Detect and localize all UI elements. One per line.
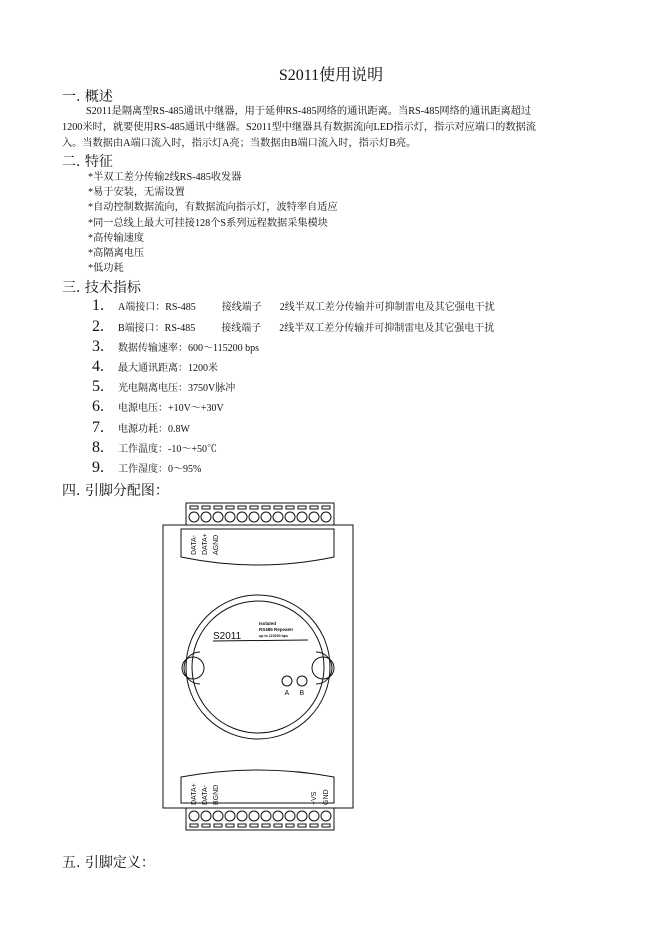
pin-label-top: DATA+ [202, 533, 209, 555]
spec-text: 光电隔离电压：3750V脉冲 [118, 383, 236, 394]
bottom-terminal-block [186, 808, 334, 830]
spec-description: 2线半双工差分传输并可抑制雷电及其它强电干扰 [279, 323, 495, 334]
spec-text: 数据传输速率：600～115200 bps [118, 343, 260, 354]
spec-item [92, 358, 218, 376]
spec-number: 5. [92, 378, 104, 395]
feature-item: *高隔离电压 [88, 248, 145, 260]
pin-label-bottom: DATA- [202, 785, 209, 805]
section-heading-pin-definition: 五. 引脚定义： [62, 855, 155, 871]
spec-number: 3. [92, 338, 104, 355]
overview-line-1: S2011是隔离型RS-485通讯中继器，用于延伸RS-485网络的通讯距离。当RS-485网络的通讯距离超过 [86, 106, 532, 117]
pin-label-top: DATA- [191, 535, 198, 555]
pin-label-bottom: DATA+ [191, 783, 198, 805]
product-line: RS485 Repeater [259, 627, 294, 632]
spec-number: 1. [92, 297, 104, 314]
feature-item: *低功耗 [88, 263, 124, 275]
document-title: S2011使用说明 [278, 67, 384, 84]
pin-label-bottom: GND [323, 789, 330, 805]
led-b-label: B [299, 690, 305, 697]
spec-text: A端接口：RS-485 [118, 302, 196, 313]
spec-item [92, 297, 495, 315]
feature-item: *易于安装，无需设置 [88, 187, 185, 199]
spec-text: 电源功耗：0.8W [118, 424, 190, 435]
spec-item [92, 419, 190, 437]
spec-number: 7. [92, 419, 104, 436]
spec-connector: 接线端子 [221, 302, 262, 313]
section-heading-specs: 三. 技术指标 [62, 280, 141, 296]
spec-item [92, 398, 224, 416]
overview-line-2: 1200米时，就要使用RS-485通讯中继器。S2011型中继器具有数据流向LED指示灯，指示对应端口的数据流 [62, 122, 536, 133]
feature-item: *自动控制数据流向，有数据流向指示灯，波特率自适应 [88, 202, 338, 214]
spec-item [92, 338, 259, 356]
pin-label-bottom: +VS [311, 791, 318, 805]
spec-connector: 接线端子 [221, 323, 262, 334]
spec-text: 工作温度：-10～+50℃ [118, 444, 217, 455]
spec-number: 4. [92, 358, 104, 375]
feature-item: *半双工差分传输2线RS-485收发器 [88, 172, 242, 183]
spec-text: B端接口：RS-485 [118, 323, 196, 334]
spec-item [92, 459, 201, 477]
spec-item [92, 378, 235, 396]
overview-line-3: 入。当数据由A端口流入时，指示灯A亮；当数据由B端口流入时，指示灯B亮。 [62, 138, 417, 149]
section-heading-features: 二. 特征 [62, 154, 113, 170]
overview-paragraph [62, 104, 628, 152]
model-label: S2011 [213, 631, 242, 642]
led-b-indicator [297, 676, 307, 686]
product-line: up to 115200 bps [259, 634, 288, 638]
spec-number: 8. [92, 439, 104, 456]
spec-item [92, 439, 217, 457]
device-body [163, 525, 353, 808]
top-terminal-block [186, 503, 334, 525]
spec-number: 9. [92, 459, 104, 476]
spec-description: 2线半双工差分传输并可抑制雷电及其它强电干扰 [279, 302, 495, 313]
spec-text: 电源电压：+10V～+30V [118, 403, 224, 414]
feature-item: *高传输速度 [88, 232, 145, 244]
spec-number: 6. [92, 398, 104, 415]
spec-text: 工作湿度：0～95% [118, 464, 202, 475]
spec-item [92, 318, 494, 336]
section-heading-overview: 一. 概述 [62, 89, 113, 105]
pin-label-bottom: BGND [213, 784, 220, 805]
feature-item: *同一总线上最大可挂接128个S系列远程数据采集模块 [88, 217, 328, 229]
spec-number: 2. [92, 318, 104, 335]
pin-assignment-diagram [150, 495, 380, 845]
led-a-label: A [284, 690, 290, 697]
product-line: Isolated [259, 621, 277, 626]
features-list [88, 170, 338, 276]
pin-label-top: AGND [213, 534, 220, 555]
section-heading-pin-diagram: 四. 引脚分配图： [62, 483, 169, 499]
led-a-indicator [282, 676, 292, 686]
spec-text: 最大通讯距离：1200米 [118, 363, 218, 374]
